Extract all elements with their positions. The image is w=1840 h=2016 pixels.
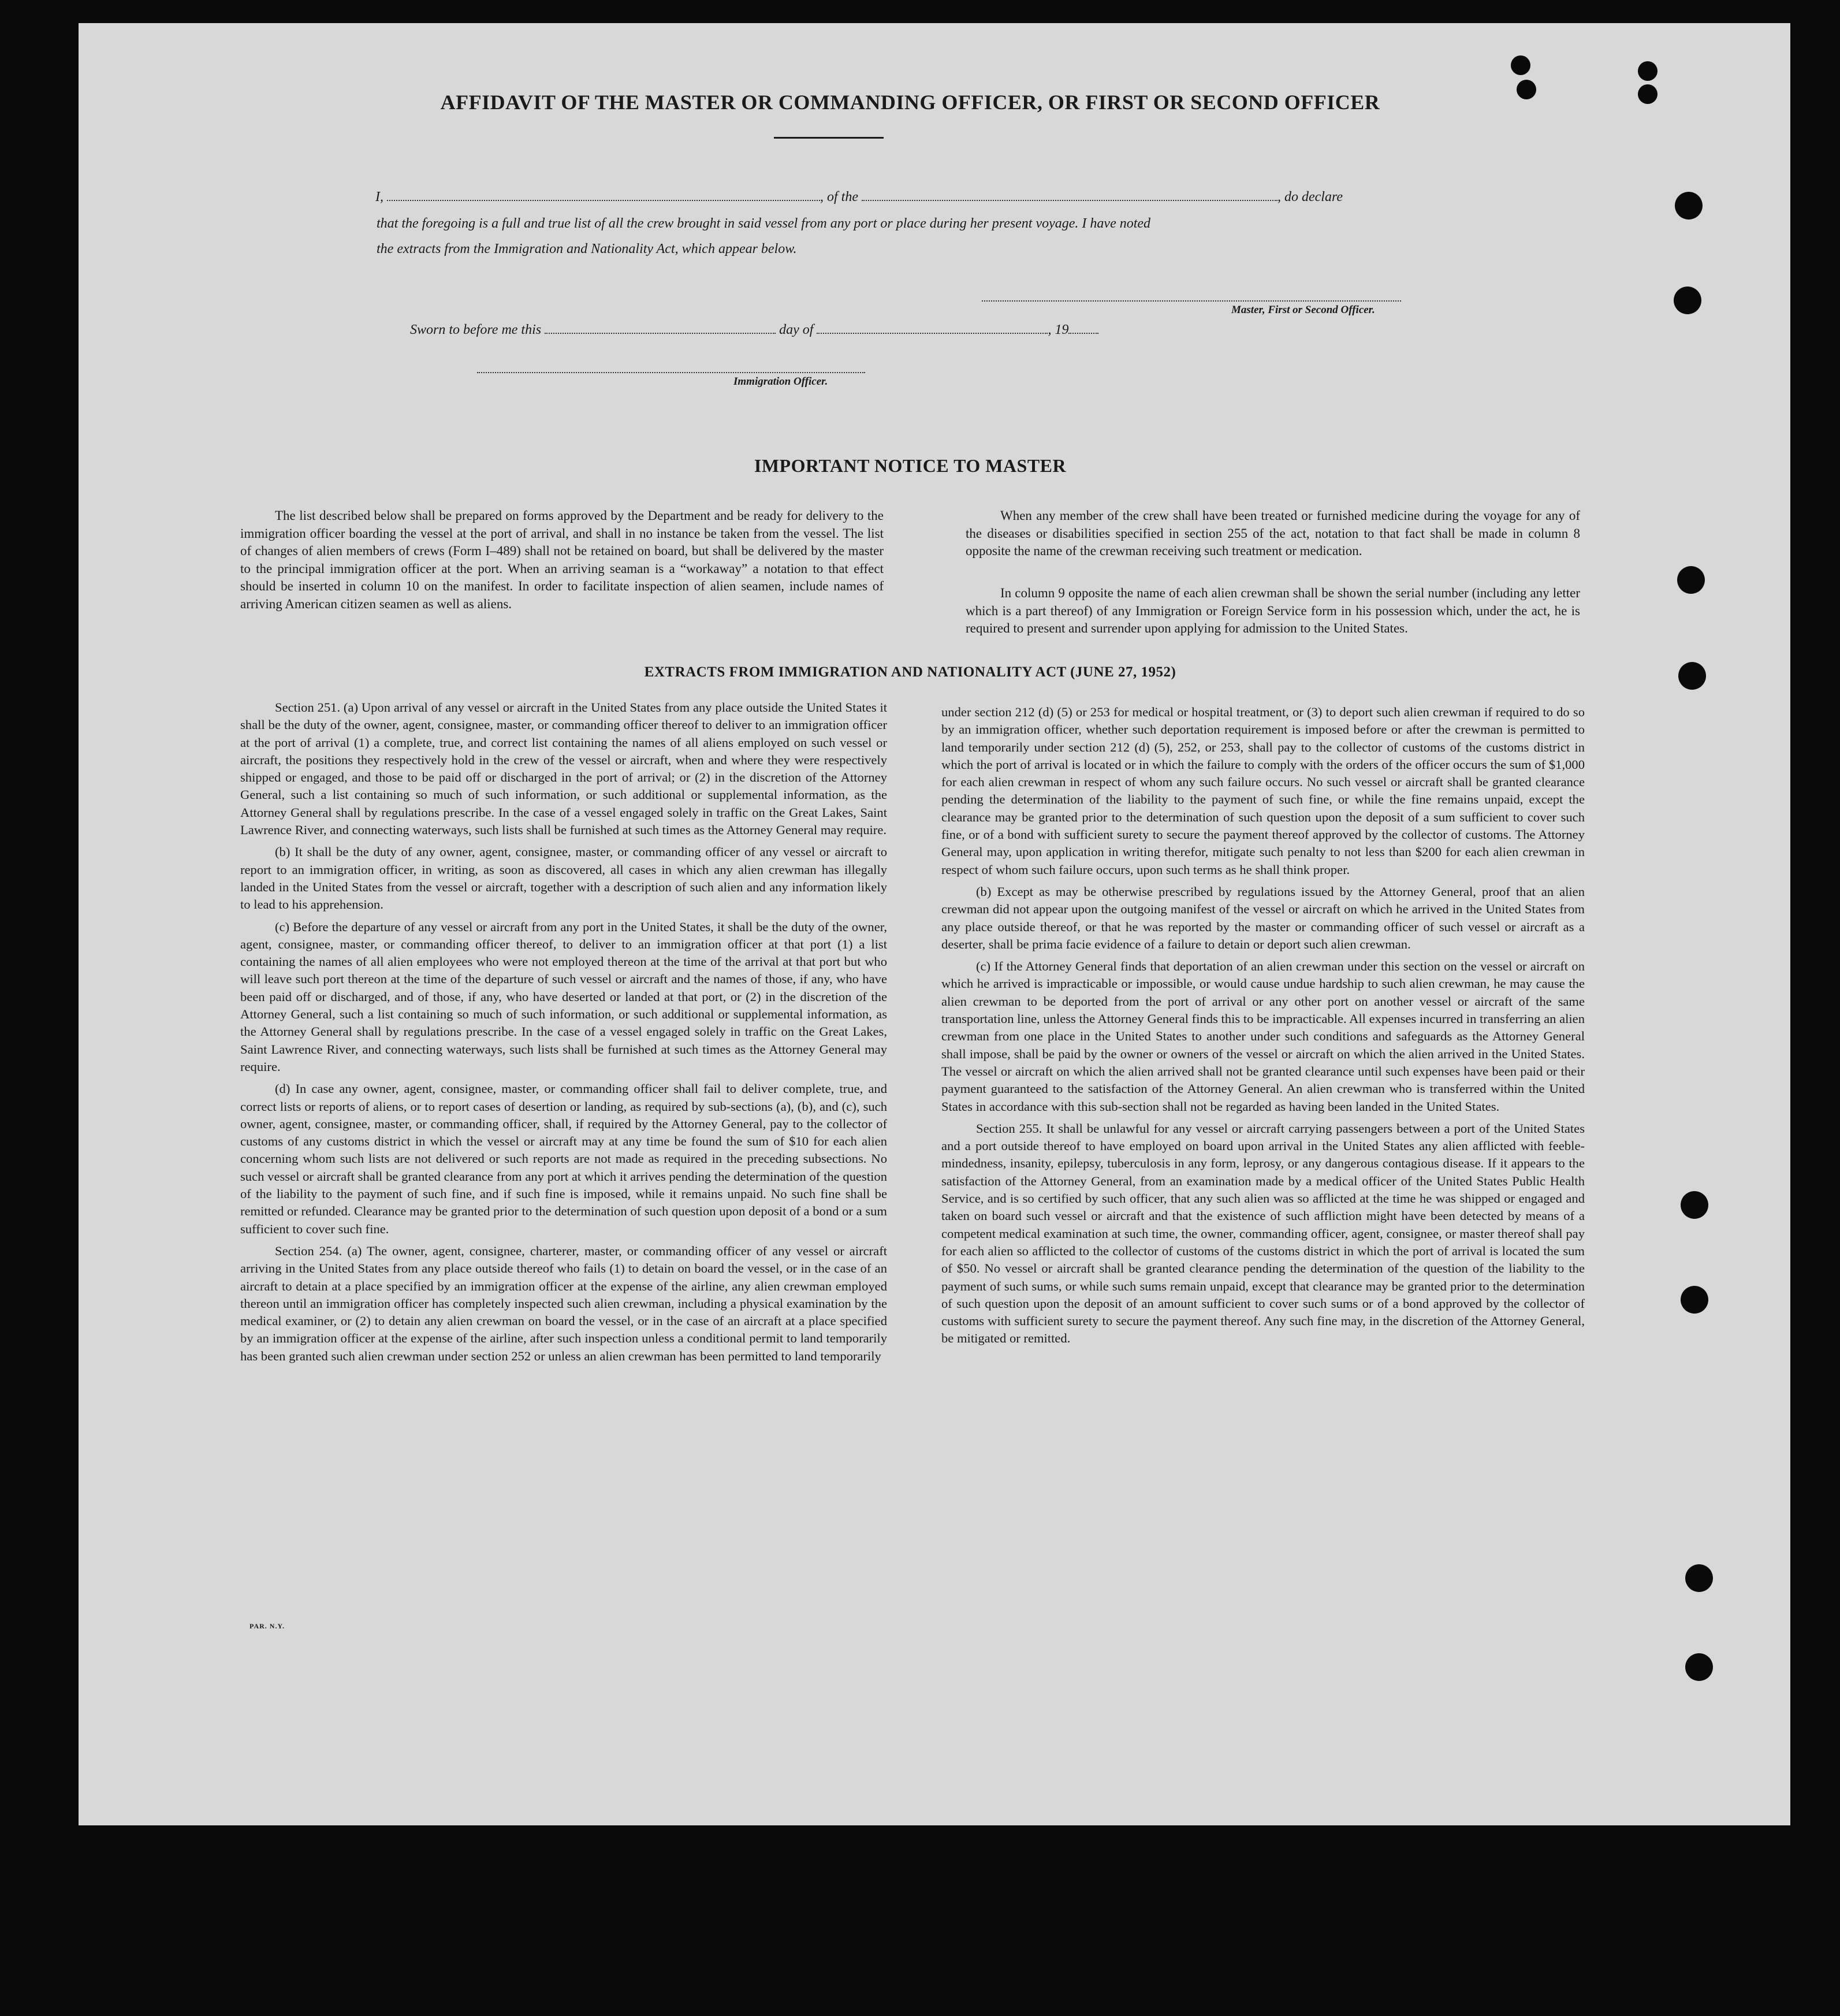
affidavit-title: AFFIDAVIT OF THE MASTER OR COMMANDING OFFICER, OR FIRST OR SECOND OFFICER (440, 91, 1380, 114)
declaration-line-3: the extracts from the Immigration and Nationality Act, which appear below. (377, 241, 797, 256)
extracts-title: EXTRACTS FROM IMMIGRATION AND NATIONALITY ACT (JUNE 27, 1952) (644, 664, 1176, 680)
punch-hole (1674, 287, 1701, 314)
section-254-a: Section 254. (a) The owner, agent, consignee, charterer, master, or commanding officer of any vessel or aircraft arriving in the United States from any place outside thereof who fails (1) to detain on board the vessel, or in the case of an aircraft to detain at a place specified by an immigration officer at the expense of the airline, any alien crewman employed thereon until an immigration officer has completely inspected such alien crewman, including a physical examination by the medical examiner, or (2) to detain any alien crewman on board the vessel, or in the case of an aircraft at a place specified by an immigration officer at the expense of the airline, after such inspection unless a conditional permit to land temporarily has been granted such alien crewman under section 252 or unless an alien crewman has been permitted to land temporarily (240, 1243, 887, 1363)
day-of-label: day of (779, 322, 814, 337)
sworn-month-field[interactable] (817, 323, 1048, 334)
section-251-a: Section 251. (a) Upon arrival of any vessel or aircraft in the United States from any place outside the United States it shall be the duty of the owner, agent, consignee, master, or commanding officer thereof to deliver to an immigration officer at the port of arrival (1) a complete, true, and correct list containing the names of all aliens employed on such vessel or aircraft, the positions they respectively hold in the crew of the vessel or aircraft, when and where they were respectively shipped or engaged, and those to be paid off or discharged in the port of arrival; or (2) in the discretion of the Attorney General, such a list containing so much of such information, or such additional or supplemental information, as the Attorney General shall by regulations prescribe. In the case of a vessel engaged solely in traffic on the Great Lakes, Saint Lawrence River, and connecting waterways, such lists shall be furnished at such times as the Attorney General may require. (240, 700, 887, 838)
notice-right-paragraph-1: When any member of the crew shall have been treated or furnished medicine during the voyage for any of the diseases or disabilities specified in section 255 of the act, notation to that fact shall be made in column 8 opposite the name of the crewman receiving such treatment or medication. (966, 508, 1580, 558)
section-251-c: (c) Before the departure of any vessel or aircraft from any port in the United States, it shall be the duty of the owner, agent, consignee, master, or commanding officer thereof, to deliver to an immigration officer at that port (1) a list containing the names of all alien employees who were not employed thereon at the time of the arrival at that port but who will leave such port thereon at the time of the departure of such vessel or aircraft and the names of those, if any, who have been paid off or discharged, and of those, if any, who have deserted or landed at that port, or (2) in the discretion of the Attorney General, such a list containing so much of such information, or such additional or supplemental information, as the Attorney General shall by regulations prescribe. In the case of a vessel engaged solely in traffic on the Great Lakes, Saint Lawrence River, and connecting waterways, such lists shall be furnished at such times as the Attorney General may require. (240, 919, 887, 1074)
do-declare-label: , do declare (1277, 189, 1343, 204)
declaration-line-1 (375, 189, 1343, 205)
notice-left-paragraph: The list described below shall be prepared on forms approved by the Department and be ready for delivery to the immigration officer boarding the vessel at the port of arrival, and shall in no instance be taken from the vessel. The list of changes of alien members of crews (Form I–489) shall not be retained on board, but shall be delivered by the master to the principal immigration officer at the port. When an arriving seaman is a “workaway” a notation to that effect should be inserted in column 10 on the manifest. In order to facilitate inspection of alien seamen, include names of arriving American citizen seamen as well as aliens. (240, 508, 884, 611)
punch-hole (1511, 55, 1530, 75)
section-251-d: (d) In case any owner, agent, consignee, master, or commanding officer shall fail to deliver complete, true, and correct lists or reports of aliens, or to report cases of desertion or landing, as required by sub-sections (a), (b), and (c), such owner, agent, consignee, master, or commanding officer, shall, if required by the Attorney General, pay to the collector of customs of any customs district in which the vessel or aircraft may at any time be found the sum of $10 for each alien concerning whom such lists are not delivered or such reports are not made as required in the preceding subsections. No such vessel or aircraft shall be granted clearance from any port at which it arrives pending the determination of the question of the liability to the payment of such fine, and if such fine is imposed, while it remains unpaid. No such fine shall be remitted or refunded. Clearance may be granted prior to the determination of such question upon deposit of a bond or a sum sufficient to cover such fine. (240, 1081, 887, 1236)
name-field[interactable] (387, 191, 820, 201)
officer-caption: Immigration Officer. (733, 375, 828, 388)
punch-hole (1685, 1653, 1713, 1681)
declaration-line-2: that the foregoing is a full and true list of all the crew brought in said vessel from any port or place during her present voyage. I have noted (377, 216, 1151, 231)
notice-title: IMPORTANT NOTICE TO MASTER (754, 455, 1067, 476)
punch-hole (1681, 1191, 1708, 1219)
sworn-line (410, 322, 1098, 338)
punch-hole (1677, 566, 1705, 594)
master-caption: Master, First or Second Officer. (1231, 304, 1375, 316)
punch-hole (1675, 192, 1703, 220)
year-label: , 19 (1048, 322, 1069, 337)
title-divider (774, 137, 884, 139)
extracts-right-column (941, 704, 1585, 1352)
vessel-field[interactable] (862, 191, 1277, 201)
officer-signature-line[interactable] (477, 372, 865, 373)
section-254-b: (b) Except as may be otherwise prescribed by regulations issued by the Attorney General, proof that an alien crewman did not appear upon the outgoing manifest of the vessel or aircraft on which he arrived in the United States from any place outside thereof, or that he was reported by the master or commanding officer of such vessel or aircraft as a deserter, shall be prima facie evidence of a failure to detain or deport such alien crewman. (941, 884, 1585, 951)
sworn-label: Sworn to before me this (410, 322, 542, 337)
section-254-a-continued: under section 212 (d) (5) or 253 for medical or hospital treatment, or (3) to deport such alien crewman if required to do so by an immigration officer, whether such deportation requirement is imposed before or after the crewman is permitted to land temporarily under section 212 (d) (5), 252, or 253, shall pay to the collector of customs of the customs district in which the port of arrival is located or in which the failure to comply with the orders of the officer occurs the sum of $1,000 for each alien crewman in respect of whom any such failure occurs. No such vessel or aircraft shall be granted clearance pending the determination of the liability to the payment of such fine, or while the fine remains unpaid, except the clearance may be granted prior to the determination of such question upon the deposit of a sum sufficient to cover such fine, or of a bond with sufficient surety to secure the payment thereof approved by the collector of customs. The Attorney General may, upon application in writing therefor, mitigate such penalty to not less than $200 for each alien crewman in respect of whom such failure occurs, upon such terms as he shall think proper. (941, 705, 1585, 877)
printer-mark: PAR. N.Y. (249, 1622, 285, 1630)
sworn-day-field[interactable] (545, 323, 776, 334)
section-251-b: (b) It shall be the duty of any owner, agent, consignee, master, or commanding officer of any vessel or aircraft to report to an immigration officer, in writing, as soon as discovered, all cases in which any alien crewman has illegally landed in the United States from the vessel or aircraft, together with a description of such alien and any information likely to lead to his apprehension. (240, 845, 887, 912)
notice-right-paragraph-2: In column 9 opposite the name of each alien crewman shall be shown the serial number (including any letter which is a part thereof) of any Immigration or Foreign Service form in his possession which, under the act, he is required to present and surrender upon applying for admission to the United States. (966, 586, 1580, 635)
punch-hole (1681, 1286, 1708, 1314)
punch-hole (1685, 1564, 1713, 1592)
section-255: Section 255. It shall be unlawful for any vessel or aircraft carrying passengers between a port of the United States and a port outside thereof to have employed on board upon arrival in the United States any alien afflicted with feeble-mindedness, insanity, epilepsy, tuberculosis in any form, leprosy, or any dangerous contagious disease. If it appears to the satisfaction of the Attorney General, from an examination made by a medical officer of the United States Public Health Service, and is so certified by such officer, that any such alien was so afflicted at the time he was shipped or engaged and taken on board such vessel or aircraft and that the existence of such affliction might have been detected by means of a competent medical examination at such time, the owner, commanding officer, agent, consignee, or master thereof shall pay for each alien so afflicted to the collector of customs of the customs district in which the port of arrival is located the sum of $50. No vessel or aircraft shall be granted clearance pending the determination of the question of the liability to the payment of such sums, or while such sums remain unpaid, except that clearance may be granted prior to the determination of such question upon the deposit of an amount sufficient to cover such sums or of a bond approved by the collector of customs with sufficient surety to secure the payment thereof. Any such fine may, in the discretion of the Attorney General, be mitigated or remitted. (941, 1121, 1585, 1346)
of-the-label: , of the (820, 189, 858, 204)
section-254-c: (c) If the Attorney General finds that deportation of an alien crewman under this section on the vessel or aircraft on which he arrived is impracticable or impossible, or would cause undue hardship to such alien crewman, he may cause the alien crewman to be deported from the port of arrival or any other port on another vessel or aircraft of the same transportation line, unless the Attorney General finds this to be impracticable. All expenses incurred in transferring an alien crewman from one place in the United States to another under such conditions and safeguards as the Attorney General shall impose, shall be paid by the owner or owners of the vessel or aircraft on which the alien arrived in the United States. The vessel or aircraft on which the alien arrived shall not be granted clearance until such expenses have been paid or their payment guaranteed to the satisfaction of the Attorney General. An alien crewman who is transferred within the United States in accordance with this sub-section shall not be regarded as having been landed in the United States. (941, 959, 1585, 1114)
sworn-year-field[interactable] (1068, 323, 1098, 334)
i-label: I, (375, 189, 383, 204)
punch-hole (1638, 61, 1658, 81)
master-signature-line[interactable] (982, 300, 1401, 302)
extracts-left-column (240, 699, 887, 1370)
